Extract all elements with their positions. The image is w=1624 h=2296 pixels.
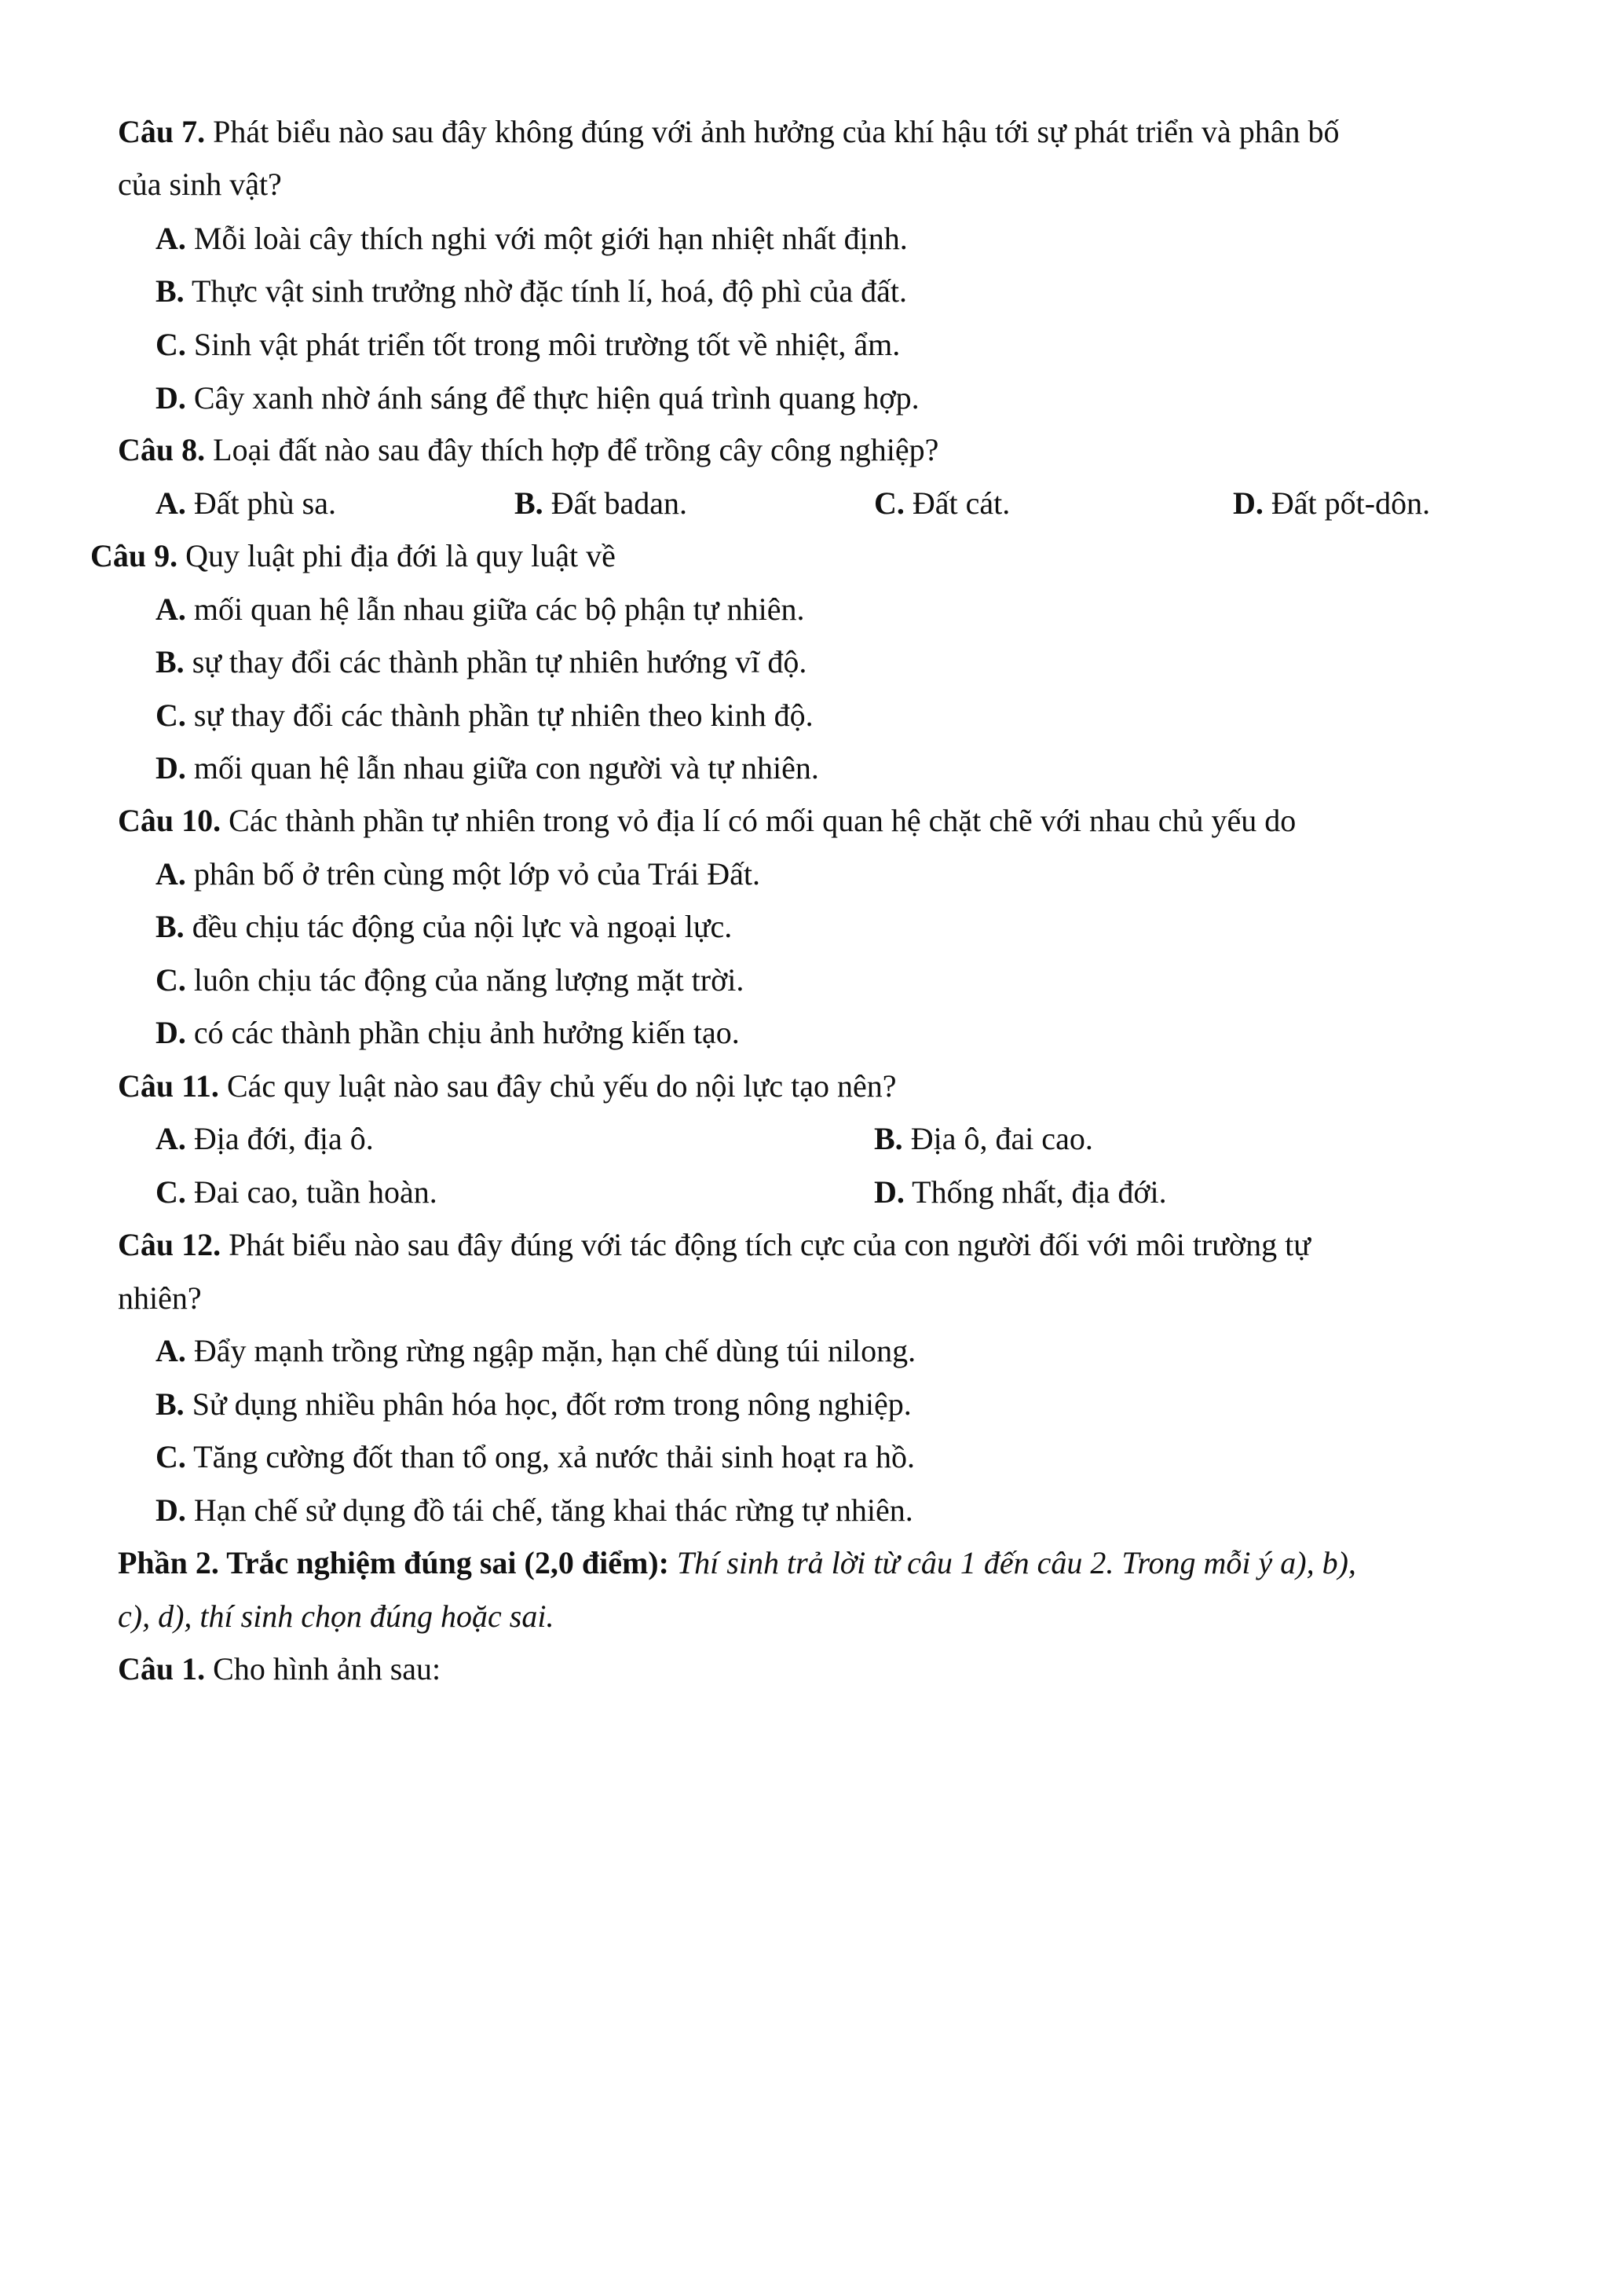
q12-option-b: B. Sử dụng nhiều phân hóa học, đốt rơm trong nông nghiệp. bbox=[155, 1386, 912, 1422]
q8-option-c: C. Đất cát. bbox=[874, 485, 1011, 521]
q8-option-a: A. Đất phù sa. bbox=[155, 485, 336, 521]
q9-option-b: B. sự thay đổi các thành phần tự nhiên hướng vĩ độ. bbox=[155, 644, 807, 679]
q10-option-d: D. có các thành phần chịu ảnh hưởng kiến tạo. bbox=[155, 1015, 740, 1050]
q12-option-d: D. Hạn chế sử dụng đồ tái chế, tăng khai thác rừng tự nhiên. bbox=[155, 1492, 913, 1528]
q12-label: Câu 12. bbox=[118, 1227, 221, 1262]
q12-stem-line1: Câu 12. Phát biểu nào sau đây đúng với tác động tích cực của con người đối với môi trường tự bbox=[118, 1227, 1311, 1262]
part2-heading: Phần 2. Trắc nghiệm đúng sai (2,0 điểm): bbox=[118, 1545, 669, 1580]
q8-option-b: B. Đất badan. bbox=[514, 485, 687, 521]
q7-option-b: B. Thực vật sinh trưởng nhờ đặc tính lí, hoá, độ phì của đất. bbox=[155, 273, 907, 309]
q10-stem: Câu 10. Các thành phần tự nhiên trong vỏ địa lí có mối quan hệ chặt chẽ với nhau chủ yếu do bbox=[118, 803, 1297, 838]
q8-option-d: D. Đất pốt-dôn. bbox=[1233, 485, 1431, 521]
q8-stem: Câu 8. Loại đất nào sau đây thích hợp để trồng cây công nghiệp? bbox=[118, 432, 939, 467]
q10-option-c: C. luôn chịu tác động của năng lượng mặt trời. bbox=[155, 962, 744, 998]
q11-option-b: B. Địa ô, đai cao. bbox=[874, 1121, 1093, 1156]
q11-option-c: C. Đai cao, tuần hoàn. bbox=[155, 1174, 437, 1210]
q7-label: Câu 7. bbox=[118, 114, 206, 149]
part2-instructions-line2: c), d), thí sinh chọn đúng hoặc sai. bbox=[118, 1598, 554, 1634]
q9-stem: Câu 9. Quy luật phi địa đới là quy luật về bbox=[90, 538, 616, 573]
q9-option-a: A. mối quan hệ lẫn nhau giữa các bộ phận tự nhiên. bbox=[155, 591, 805, 627]
q10-label: Câu 10. bbox=[118, 803, 221, 838]
part2-q1-stem: Câu 1. Cho hình ảnh sau: bbox=[118, 1651, 441, 1686]
q12-option-a: A. Đẩy mạnh trồng rừng ngập mặn, hạn chế dùng túi nilong. bbox=[155, 1333, 916, 1368]
q9-option-d: D. mối quan hệ lẫn nhau giữa con người và tự nhiên. bbox=[155, 750, 819, 785]
part2-heading-line bbox=[118, 1543, 1356, 1583]
q9-label: Câu 9. bbox=[90, 538, 178, 573]
q9-option-c: C. sự thay đổi các thành phần tự nhiên theo kinh độ. bbox=[155, 698, 814, 733]
q7-option-c: C. Sinh vật phát triển tốt trong môi trường tốt về nhiệt, ẩm. bbox=[155, 327, 901, 362]
q11-option-a: A. Địa đới, địa ô. bbox=[155, 1121, 374, 1156]
q7-option-a: A. Mỗi loài cây thích nghi với một giới hạn nhiệt nhất định. bbox=[155, 221, 908, 256]
q7-stem-line1 bbox=[118, 112, 1339, 152]
part2-q1-label: Câu 1. bbox=[118, 1651, 206, 1686]
q11-stem: Câu 11. Các quy luật nào sau đây chủ yếu do nội lực tạo nên? bbox=[118, 1068, 897, 1104]
q8-label: Câu 8. bbox=[118, 432, 206, 467]
part2-instructions: Thí sinh trả lời từ câu 1 đến câu 2. Trong mỗi ý a), b), bbox=[668, 1545, 1356, 1580]
q11-label: Câu 11. bbox=[118, 1068, 219, 1104]
q7-stem-line2: của sinh vật? bbox=[118, 167, 282, 202]
q12-option-c: C. Tăng cường đốt than tổ ong, xả nước thải sinh hoạt ra hồ. bbox=[155, 1439, 915, 1474]
q7-text: Phát biểu nào sau đây không đúng với ảnh hưởng của khí hậu tới sự phát triển và phân bố bbox=[205, 114, 1340, 149]
q7-option-d: D. Cây xanh nhờ ánh sáng để thực hiện quá trình quang hợp. bbox=[155, 380, 920, 416]
q10-option-a: A. phân bố ở trên cùng một lớp vỏ của Trái Đất. bbox=[155, 856, 760, 892]
q10-option-b: B. đều chịu tác động của nội lực và ngoại lực. bbox=[155, 909, 733, 944]
q12-stem-line2: nhiên? bbox=[118, 1280, 202, 1316]
q11-option-d: D. Thống nhất, địa đới. bbox=[874, 1174, 1167, 1210]
